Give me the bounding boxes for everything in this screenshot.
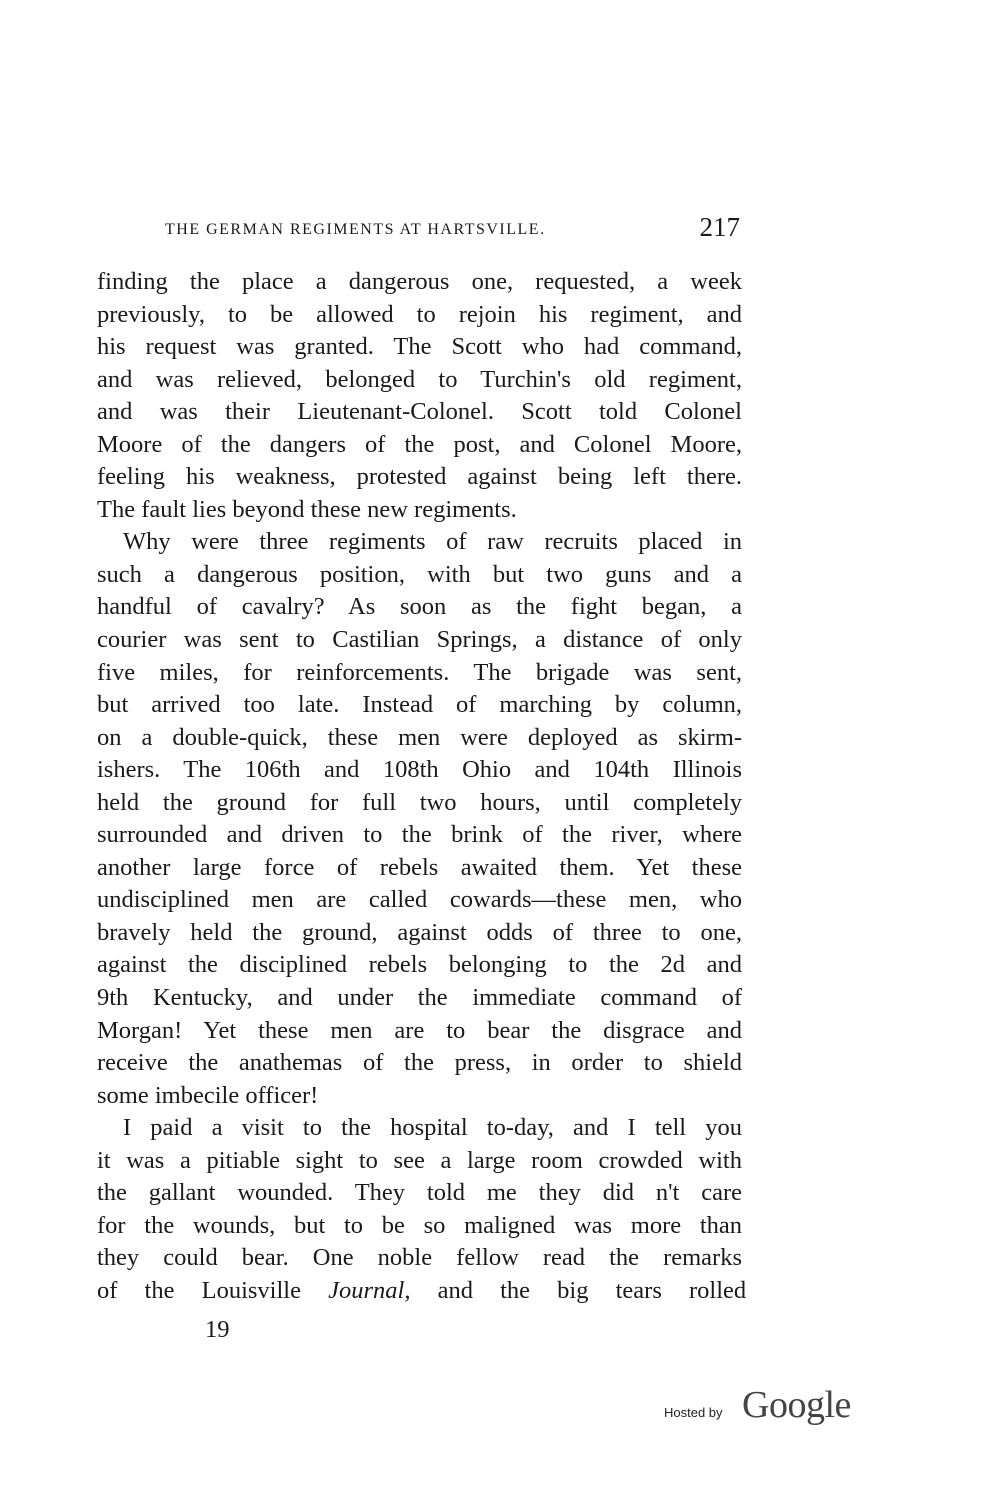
text-line: ishers. The 106th and 108th Ohio and 104th Illinois — [97, 756, 742, 784]
text-line: The fault lies beyond these new regiments. — [97, 495, 517, 523]
text-line: bravely held the ground, against odds of three to one, — [97, 918, 742, 946]
text-line: surrounded and driven to the brink of the river, where — [97, 821, 742, 849]
body-text — [97, 266, 747, 1308]
text-line: and was their Lieutenant-Colonel. Scott told Colonel — [97, 398, 742, 426]
text-line: some imbecile officer! — [97, 1081, 319, 1109]
text-line: but arrived too late. Instead of marching by column, — [97, 691, 742, 719]
hosted-by-google-watermark — [664, 1383, 874, 1433]
signature-mark: 19 — [205, 1316, 230, 1343]
text-line: undisciplined men are called cowards—these men, who — [97, 886, 742, 914]
text-line: courier was sent to Castilian Springs, a distance of only — [97, 626, 742, 654]
text-line: it was a pitiable sight to see a large room crowded with — [97, 1146, 742, 1174]
text-line: feeling his weakness, protested against being left there. — [97, 463, 742, 491]
text-line: finding the place a dangerous one, requested, a week — [97, 268, 742, 295]
text-line-last — [97, 1275, 747, 1308]
text-line: five miles, for reinforcements. The brigade was sent, — [97, 658, 742, 686]
text-line: I paid a visit to the hospital to-day, and I tell you — [123, 1114, 742, 1142]
running-title: THE GERMAN REGIMENTS AT HARTSVILLE. — [165, 221, 546, 238]
text-line: on a double-quick, these men were deployed as skirm- — [97, 723, 742, 751]
hosted-by-label: Hosted by — [664, 1405, 723, 1420]
text-line: the gallant wounded. They told me they did n't care — [97, 1179, 742, 1207]
journal-title-italic: Journal, — [328, 1276, 411, 1304]
last-line-start: of the Louisville — [97, 1276, 301, 1304]
page-number: 217 — [699, 212, 740, 242]
text-line: previously, to be allowed to rejoin his regiment, and — [97, 300, 742, 328]
text-line: his request was granted. The Scott who had command, — [97, 333, 742, 361]
text-line: Morgan! Yet these men are to bear the disgrace and — [97, 1016, 742, 1044]
text-line: 9th Kentucky, and under the immediate command of — [97, 984, 742, 1012]
text-line: Moore of the dangers of the post, and Colonel Moore, — [97, 430, 742, 458]
text-line: and was relieved, belonged to Turchin's old regiment, — [97, 365, 742, 393]
text-line: another large force of rebels awaited them. Yet these — [97, 853, 742, 881]
running-head — [145, 212, 742, 244]
text-line: Why were three regiments of raw recruits placed in — [123, 528, 742, 556]
text-line: such a dangerous position, with but two guns and a — [97, 560, 742, 588]
text-line: handful of cavalry? As soon as the fight began, a — [97, 593, 742, 621]
text-line: they could bear. One noble fellow read the remarks — [97, 1244, 742, 1272]
google-logo-text: Google — [742, 1384, 851, 1426]
text-line: for the wounds, but to be so maligned was more than — [97, 1211, 742, 1239]
text-line: against the disciplined rebels belonging to the 2d and — [97, 951, 742, 979]
text-line: held the ground for full two hours, until completely — [97, 788, 742, 816]
text-line: receive the anathemas of the press, in order to shield — [97, 1049, 742, 1077]
last-line-end: and the big tears rolled — [437, 1276, 747, 1304]
